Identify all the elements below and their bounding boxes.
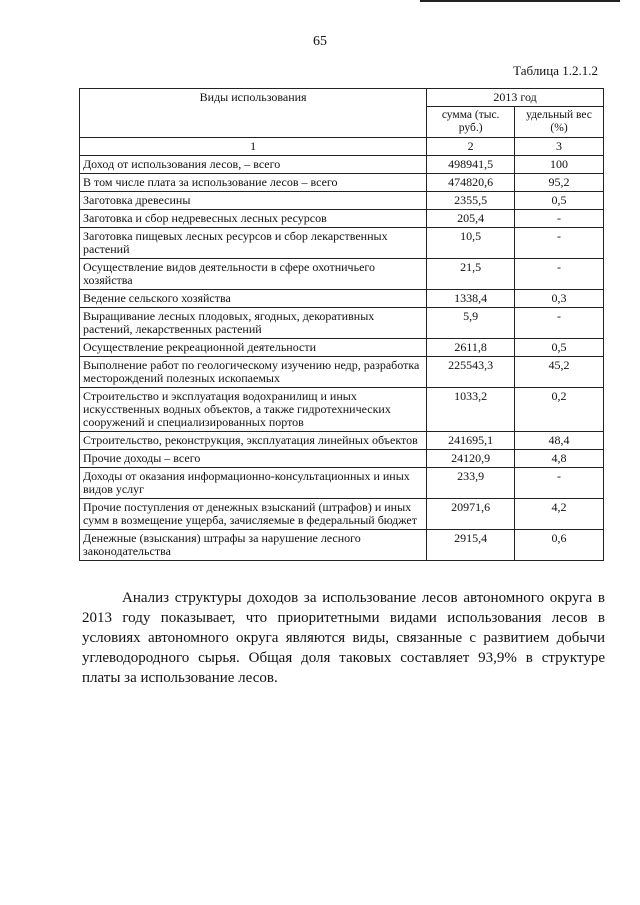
table-row bbox=[80, 450, 604, 468]
sum-cell: 2355,5 bbox=[427, 192, 515, 210]
usage-type-cell: Прочие поступления от денежных взысканий (штрафов) и иных сумм в возмещение ущерба, зачисляемые в федеральный бюджет bbox=[80, 499, 427, 530]
usage-type-cell: Доход от использования лесов, – всего bbox=[80, 156, 427, 174]
share-cell: - bbox=[515, 228, 604, 259]
table-row bbox=[80, 259, 604, 290]
header-rule bbox=[420, 0, 620, 2]
sum-cell: 1338,4 bbox=[427, 290, 515, 308]
sum-cell: 474820,6 bbox=[427, 174, 515, 192]
column-header-year: 2013 год bbox=[427, 89, 604, 107]
share-cell: 0,6 bbox=[515, 530, 604, 561]
sum-cell: 24120,9 bbox=[427, 450, 515, 468]
column-header-usage-type: Виды использования bbox=[80, 89, 427, 138]
share-cell: 0,3 bbox=[515, 290, 604, 308]
table-caption: Таблица 1.2.1.2 bbox=[513, 63, 598, 78]
usage-type-cell: Заготовка и сбор недревесных лесных ресурсов bbox=[80, 210, 427, 228]
table-row bbox=[80, 388, 604, 432]
table-row bbox=[80, 357, 604, 388]
table-row bbox=[80, 228, 604, 259]
usage-type-cell: Ведение сельского хозяйства bbox=[80, 290, 427, 308]
page-number: 65 bbox=[313, 34, 327, 49]
table-row bbox=[80, 308, 604, 339]
share-cell: - bbox=[515, 468, 604, 499]
sum-cell: 233,9 bbox=[427, 468, 515, 499]
share-cell: 100 bbox=[515, 156, 604, 174]
sum-cell: 2915,4 bbox=[427, 530, 515, 561]
share-cell: 4,2 bbox=[515, 499, 604, 530]
usage-type-cell: Выполнение работ по геологическому изучению недр, разработка месторождений полезных ископаемых bbox=[80, 357, 427, 388]
usage-type-cell: В том числе плата за использование лесов – всего bbox=[80, 174, 427, 192]
usage-type-cell: Выращивание лесных плодовых, ягодных, декоративных растений, лекарственных растений bbox=[80, 308, 427, 339]
table-row bbox=[80, 499, 604, 530]
table-row bbox=[80, 468, 604, 499]
sum-cell: 1033,2 bbox=[427, 388, 515, 432]
table-row bbox=[80, 156, 604, 174]
table-row bbox=[80, 210, 604, 228]
share-cell: - bbox=[515, 308, 604, 339]
column-header-share: удельный вес (%) bbox=[515, 107, 604, 138]
usage-type-cell: Заготовка пищевых лесных ресурсов и сбор лекарственных растений bbox=[80, 228, 427, 259]
share-cell: - bbox=[515, 210, 604, 228]
table-row bbox=[80, 432, 604, 450]
sum-cell: 225543,3 bbox=[427, 357, 515, 388]
usage-type-cell: Денежные (взыскания) штрафы за нарушение лесного законодательства bbox=[80, 530, 427, 561]
sum-cell: 10,5 bbox=[427, 228, 515, 259]
sum-cell: 21,5 bbox=[427, 259, 515, 290]
share-cell: 48,4 bbox=[515, 432, 604, 450]
table-row bbox=[80, 192, 604, 210]
table-body bbox=[80, 156, 604, 561]
usage-type-cell: Строительство и эксплуатация водохранилищ и иных искусственных водных объектов, а также гидротехнических сооружений и специализированных портов bbox=[80, 388, 427, 432]
share-cell: 0,5 bbox=[515, 339, 604, 357]
analysis-paragraph: Анализ структуры доходов за использование лесов автономного округа в 2013 году показывает, что приоритетными видами использования лесов в условиях автономного округа являются виды, связанные с развитием добычи углеводородного сырья. Общая доля таковых составляет 93,9% в структуре платы за использование лесов. bbox=[82, 590, 605, 686]
usage-type-cell: Строительство, реконструкция, эксплуатация линейных объектов bbox=[80, 432, 427, 450]
table-row bbox=[80, 290, 604, 308]
usage-type-cell: Осуществление рекреационной деятельности bbox=[80, 339, 427, 357]
share-cell: 95,2 bbox=[515, 174, 604, 192]
sum-cell: 205,4 bbox=[427, 210, 515, 228]
sum-cell: 2611,8 bbox=[427, 339, 515, 357]
share-cell: 0,2 bbox=[515, 388, 604, 432]
usage-type-cell: Доходы от оказания информационно-консультационных и иных видов услуг bbox=[80, 468, 427, 499]
column-number-2: 2 bbox=[427, 138, 515, 156]
usage-type-cell: Осуществление видов деятельности в сфере охотничьего хозяйства bbox=[80, 259, 427, 290]
table-row bbox=[80, 530, 604, 561]
column-number-1: 1 bbox=[80, 138, 427, 156]
share-cell: 45,2 bbox=[515, 357, 604, 388]
column-number-3: 3 bbox=[515, 138, 604, 156]
sum-cell: 498941,5 bbox=[427, 156, 515, 174]
share-cell: - bbox=[515, 259, 604, 290]
table-row bbox=[80, 339, 604, 357]
share-cell: 4,8 bbox=[515, 450, 604, 468]
table-row bbox=[80, 174, 604, 192]
sum-cell: 241695,1 bbox=[427, 432, 515, 450]
column-header-sum: сумма (тыс. руб.) bbox=[427, 107, 515, 138]
share-cell: 0,5 bbox=[515, 192, 604, 210]
usage-type-cell: Заготовка древесины bbox=[80, 192, 427, 210]
usage-type-cell: Прочие доходы – всего bbox=[80, 450, 427, 468]
sum-cell: 20971,6 bbox=[427, 499, 515, 530]
forest-usage-table bbox=[79, 88, 604, 561]
sum-cell: 5,9 bbox=[427, 308, 515, 339]
